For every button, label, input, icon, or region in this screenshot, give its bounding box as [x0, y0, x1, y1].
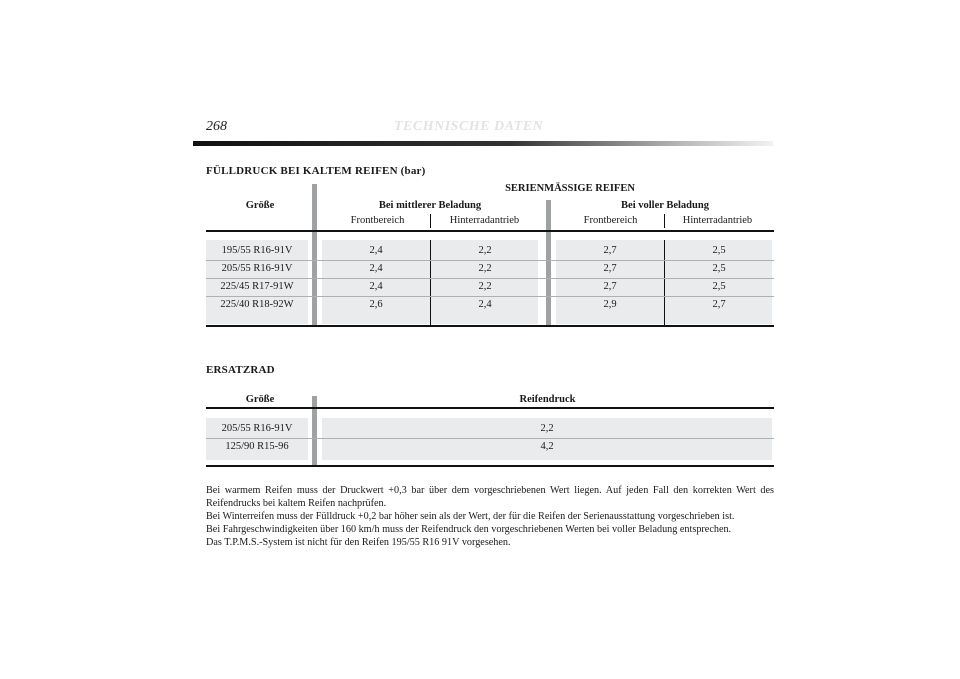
spare-bottom-rule — [206, 465, 774, 467]
header-rule — [193, 141, 773, 146]
spare-tire-size: 125/90 R15-96 — [225, 441, 289, 452]
medium-front-value: 2,6 — [369, 299, 383, 310]
tire-size: 195/55 R16-91V — [221, 245, 293, 256]
spare-wheel-title: ERSATZRAD — [206, 364, 275, 376]
section-title: TECHNISCHE DATEN — [394, 119, 544, 134]
tire-pressure-title: FÜLLDRUCK BEI KALTEM REIFEN (bar) — [206, 165, 426, 177]
spare-pressure-value: 2,2 — [540, 423, 554, 434]
column-separator — [546, 200, 551, 327]
full-front-header: Frontbereich — [583, 215, 638, 226]
table-bottom-rule — [206, 325, 774, 327]
spare-header-rule — [206, 407, 774, 409]
standard-tires-header: SERIENMÄSSIGE REIFEN — [505, 183, 635, 194]
medium-rear-value: 2,2 — [478, 281, 492, 292]
tire-size: 205/55 R16-91V — [221, 263, 293, 274]
spare-pressure-header: Reifendruck — [519, 394, 576, 405]
header-divider — [664, 214, 665, 228]
full-rear-value: 2,7 — [712, 299, 726, 310]
size-column-header: Größe — [245, 200, 275, 211]
spare-pressure-value: 4,2 — [540, 441, 554, 452]
full-front-value: 2,7 — [603, 245, 617, 256]
full-rear-value: 2,5 — [712, 245, 726, 256]
note-paragraph: Bei Winterreifen muss der Fülldruck +0,2 bar höher sein als der Wert, der für die Reifen der Serienausstattung vorgeschrieben ist. — [206, 511, 735, 522]
notes-block — [206, 484, 774, 549]
medium-rear-header: Hinterradantrieb — [449, 215, 520, 226]
medium-front-header: Frontbereich — [350, 215, 405, 226]
note-paragraph: Das T.P.M.S.-System ist nicht für den Reifen 195/55 R16 91V vorgesehen. — [206, 537, 511, 548]
full-front-value: 2,7 — [603, 263, 617, 274]
spare-size-header: Größe — [245, 394, 275, 405]
note-paragraph: Bei Fahrgeschwindigkeiten über 160 km/h muss der Reifendruck den vorgeschriebenen Werten bei voller Beladung entsprechen. — [206, 524, 732, 535]
tire-size: 225/45 R17-91W — [220, 281, 294, 292]
page-number: 268 — [206, 119, 227, 134]
full-front-value: 2,9 — [603, 299, 617, 310]
medium-front-value: 2,4 — [369, 245, 383, 256]
spare-tire-size: 205/55 R16-91V — [221, 423, 293, 434]
header-divider — [430, 214, 431, 228]
medium-load-header: Bei mittlerer Beladung — [378, 200, 482, 211]
full-load-header: Bei voller Beladung — [621, 200, 709, 211]
medium-rear-value: 2,4 — [478, 299, 492, 310]
full-rear-value: 2,5 — [712, 263, 726, 274]
column-separator — [312, 184, 317, 327]
table-header-rule — [206, 230, 774, 232]
full-rear-header: Hinterradantrieb — [682, 215, 753, 226]
medium-rear-value: 2,2 — [478, 263, 492, 274]
medium-front-value: 2,4 — [369, 281, 383, 292]
full-rear-value: 2,5 — [712, 281, 726, 292]
medium-rear-value: 2,2 — [478, 245, 492, 256]
note-paragraph: Bei warmem Reifen muss der Druckwert +0,3 bar über dem vorgeschriebenen Wert liegen. Auf jeden Fall den korrekten Wert des Reifendrucks bei kaltem Reifen nachprüfen. — [206, 485, 774, 509]
full-front-value: 2,7 — [603, 281, 617, 292]
medium-front-value: 2,4 — [369, 263, 383, 274]
tire-size: 225/40 R18-92W — [220, 299, 294, 310]
